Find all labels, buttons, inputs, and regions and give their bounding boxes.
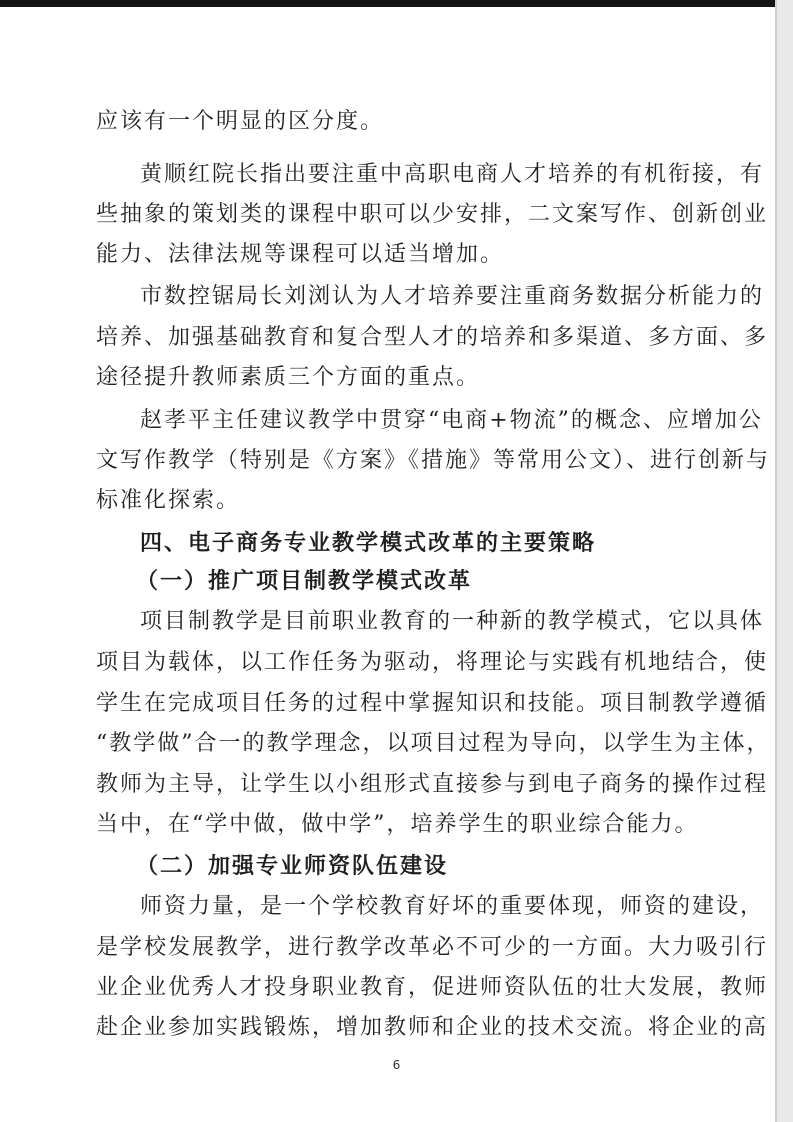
paragraph-line: 学生在完成项目任务的过程中掌握知识和技能。项目制教学遵循	[96, 691, 769, 716]
scan-top-border	[0, 0, 793, 7]
paragraph-line: 途径提升教师素质三个方面的重点。	[96, 365, 481, 390]
scan-right-edge-line	[775, 0, 777, 1122]
paragraph-line: 市数控锯局长刘浏认为人才培养要注重商务数据分析能力的	[140, 284, 765, 309]
paragraph-line: 黄顺红院长指出要注重中高职电商人才培养的有机衔接，有	[140, 162, 765, 187]
paragraph-line: 赵孝平主任建议教学中贯穿“电商+物流”的概念、应增加公	[140, 408, 763, 433]
paragraph-line: 应该有一个明显的区分度。	[96, 109, 385, 134]
paragraph-line: 培养、加强基础教育和复合型人才的培养和多渠道、多方面、多	[96, 325, 769, 350]
paragraph-line: 业企业优秀人才投身职业教育，促进师资队伍的壮大发展，教师	[96, 975, 769, 1000]
subsection-heading: （一）推广项目制教学模式改革	[136, 568, 473, 594]
page-number: 6	[392, 1058, 401, 1072]
paragraph-line: “教学做”合一的教学理念，以项目过程为导向，以学生为主体，	[96, 731, 771, 756]
subsection-heading: （二）加强专业师资队伍建设	[136, 853, 449, 879]
scan-right-margin	[775, 0, 793, 1122]
paragraph-line: 项目为载体，以工作任务为驱动，将理论与实践有机地结合，使	[96, 650, 769, 675]
paragraph-line: 是学校发展教学，进行教学改革必不可少的一方面。大力吸引行	[96, 935, 769, 960]
paragraph-line: 文写作教学（特别是《方案》《措施》等常用公文）、进行创新与	[96, 448, 771, 473]
section-heading: 四、电子商务专业教学模式改革的主要策略	[140, 530, 597, 556]
paragraph-line: 标准化探索。	[96, 488, 241, 513]
paragraph-line: 项目制教学是目前职业教育的一种新的教学模式，它以具体	[140, 609, 765, 634]
paragraph-line: 教师为主导，让学生以小组形式直接参与到电子商务的操作过程	[96, 772, 769, 797]
paragraph-line: 当中，在“学中做，做中学”，培养学生的职业综合能力。	[96, 812, 699, 837]
paragraph-line: 师资力量，是一个学校教育好坏的重要体现，师资的建设，	[140, 894, 765, 919]
paragraph-line: 赴企业参加实践锻炼，增加教师和企业的技术交流。将企业的高	[96, 1015, 769, 1040]
paragraph-line: 能力、法律法规等课程可以适当增加。	[96, 242, 505, 267]
paragraph-line: 些抽象的策划类的课程中职可以少安排，二文案写作、创新创业	[96, 202, 769, 227]
